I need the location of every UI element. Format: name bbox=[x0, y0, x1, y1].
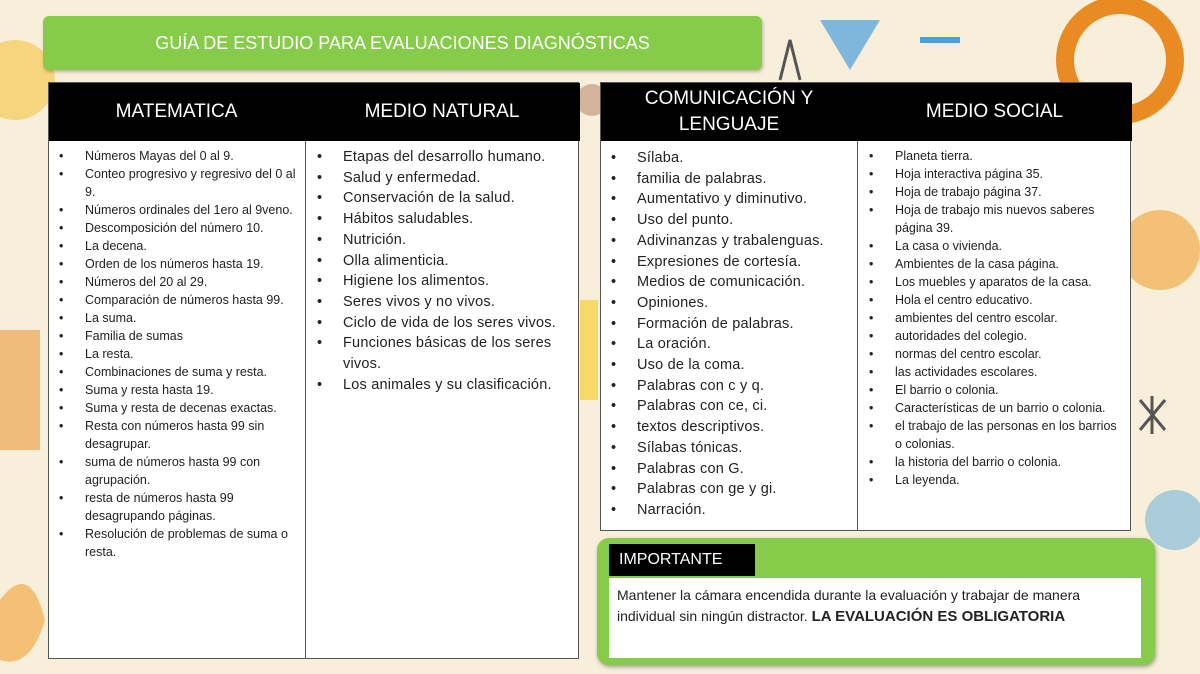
list-item: • Conservación de la salud. bbox=[343, 188, 570, 209]
list-item: • Funciones básicas de los seres vivos. bbox=[343, 333, 570, 374]
list-item: • Ambientes de la casa página. bbox=[895, 255, 1124, 273]
list-item: • Sílaba. bbox=[637, 148, 851, 169]
list-item: • Descomposición del número 10. bbox=[85, 219, 296, 237]
header-medio-natural: MEDIO NATURAL bbox=[304, 83, 580, 141]
list-item: • La decena. bbox=[85, 237, 296, 255]
list-matematica bbox=[85, 147, 296, 561]
list-item: • Medios de comunicación. bbox=[637, 272, 851, 293]
list-item: • Higiene los alimentos. bbox=[343, 271, 570, 292]
column-medio-natural bbox=[305, 141, 580, 658]
list-item: • Aumentativo y diminutivo. bbox=[637, 189, 851, 210]
list-item: • Hoja de trabajo página 37. bbox=[895, 183, 1124, 201]
list-item: • Números del 20 al 29. bbox=[85, 273, 296, 291]
list-item: • Sílabas tónicas. bbox=[637, 438, 851, 459]
list-comunicacion bbox=[637, 148, 851, 521]
list-item: • Suma y resta de decenas exactas. bbox=[85, 399, 296, 417]
column-comunicacion bbox=[601, 141, 857, 530]
list-item: • suma de números hasta 99 con agrupación. bbox=[85, 453, 296, 489]
list-item: • Combinaciones de suma y resta. bbox=[85, 363, 296, 381]
list-item: • Olla alimenticia. bbox=[343, 251, 570, 272]
list-medio-natural bbox=[343, 147, 570, 395]
header-comunicacion-line1: COMUNICACIÓN Y bbox=[644, 88, 814, 109]
important-emphasis: LA EVALUACIÓN ES OBLIGATORIA bbox=[811, 608, 1066, 625]
list-item: • normas del centro escolar. bbox=[895, 345, 1124, 363]
list-item: • Ciclo de vida de los seres vivos. bbox=[343, 313, 570, 334]
important-body bbox=[609, 578, 1141, 658]
list-item: • Nutrición. bbox=[343, 230, 570, 251]
list-item: • La casa o vivienda. bbox=[895, 237, 1124, 255]
study-table-left bbox=[48, 82, 579, 659]
list-item: • Los animales y su clasificación. bbox=[343, 375, 570, 396]
list-item: • Orden de los números hasta 19. bbox=[85, 255, 296, 273]
list-item: • Etapas del desarrollo humano. bbox=[343, 147, 570, 168]
list-item: • La oración. bbox=[637, 334, 851, 355]
column-matematica bbox=[49, 141, 304, 658]
header-comunicacion-line2: LENGUAJE bbox=[678, 114, 780, 135]
list-item: • Resta con números hasta 99 sin desagrupar. bbox=[85, 417, 296, 453]
important-text: Mantener la cámara encendida durante la evaluación y trabajar de manera individual sin ningún distractor. bbox=[617, 587, 1081, 624]
list-item: • las actividades escolares. bbox=[895, 363, 1124, 381]
important-heading: IMPORTANTE bbox=[609, 544, 755, 576]
list-item: • Palabras con c y q. bbox=[637, 376, 851, 397]
list-item: • ambientes del centro escolar. bbox=[895, 309, 1124, 327]
list-item: • Hola el centro educativo. bbox=[895, 291, 1124, 309]
column-medio-social bbox=[857, 141, 1132, 530]
list-item: • autoridades del colegio. bbox=[895, 327, 1124, 345]
list-item: • Salud y enfermedad. bbox=[343, 168, 570, 189]
study-table-right bbox=[600, 82, 1131, 531]
list-item: • La leyenda. bbox=[895, 471, 1124, 489]
list-item: • Palabras con ce, ci. bbox=[637, 396, 851, 417]
list-item: • Hoja interactiva página 35. bbox=[895, 165, 1124, 183]
list-item: • familia de palabras. bbox=[637, 169, 851, 190]
page-title: GUÍA DE ESTUDIO PARA EVALUACIONES DIAGNÓSTICAS bbox=[43, 16, 762, 70]
header-medio-social: MEDIO SOCIAL bbox=[857, 83, 1132, 141]
list-item: • Hoja de trabajo mis nuevos saberes página 39. bbox=[895, 201, 1124, 237]
list-item: • Palabras con G. bbox=[637, 459, 851, 480]
list-item: • Familia de sumas bbox=[85, 327, 296, 345]
list-item: • Formación de palabras. bbox=[637, 314, 851, 335]
list-item: • Planeta tierra. bbox=[895, 147, 1124, 165]
list-item: • Hábitos saludables. bbox=[343, 209, 570, 230]
list-item: • Conteo progresivo y regresivo del 0 al 9. bbox=[85, 165, 296, 201]
list-item: • Resolución de problemas de suma o resta. bbox=[85, 525, 296, 561]
list-item: • Números Mayas del 0 al 9. bbox=[85, 147, 296, 165]
important-notice bbox=[597, 538, 1155, 665]
list-item: • Opiniones. bbox=[637, 293, 851, 314]
list-item: • Seres vivos y no vivos. bbox=[343, 292, 570, 313]
list-item: • El barrio o colonia. bbox=[895, 381, 1124, 399]
list-item: • Adivinanzas y trabalenguas. bbox=[637, 231, 851, 252]
list-item: • Los muebles y aparatos de la casa. bbox=[895, 273, 1124, 291]
list-item: • Uso del punto. bbox=[637, 210, 851, 231]
list-item: • resta de números hasta 99 desagrupando páginas. bbox=[85, 489, 296, 525]
list-item: • el trabajo de las personas en los barrios o colonias. bbox=[895, 417, 1124, 453]
list-item: • Uso de la coma. bbox=[637, 355, 851, 376]
list-medio-social bbox=[895, 147, 1124, 489]
list-item: • Características de un barrio o colonia. bbox=[895, 399, 1124, 417]
list-item: • La suma. bbox=[85, 309, 296, 327]
header-matematica: MATEMATICA bbox=[49, 83, 304, 141]
list-item: • La resta. bbox=[85, 345, 296, 363]
list-item: • Expresiones de cortesía. bbox=[637, 252, 851, 273]
list-item: • textos descriptivos. bbox=[637, 417, 851, 438]
list-item: • Números ordinales del 1ero al 9veno. bbox=[85, 201, 296, 219]
list-item: • Narración. bbox=[637, 500, 851, 521]
list-item: • Comparación de números hasta 99. bbox=[85, 291, 296, 309]
list-item: • Palabras con ge y gi. bbox=[637, 479, 851, 500]
list-item: • Suma y resta hasta 19. bbox=[85, 381, 296, 399]
list-item: • la historia del barrio o colonia. bbox=[895, 453, 1124, 471]
header-comunicacion bbox=[601, 83, 857, 141]
